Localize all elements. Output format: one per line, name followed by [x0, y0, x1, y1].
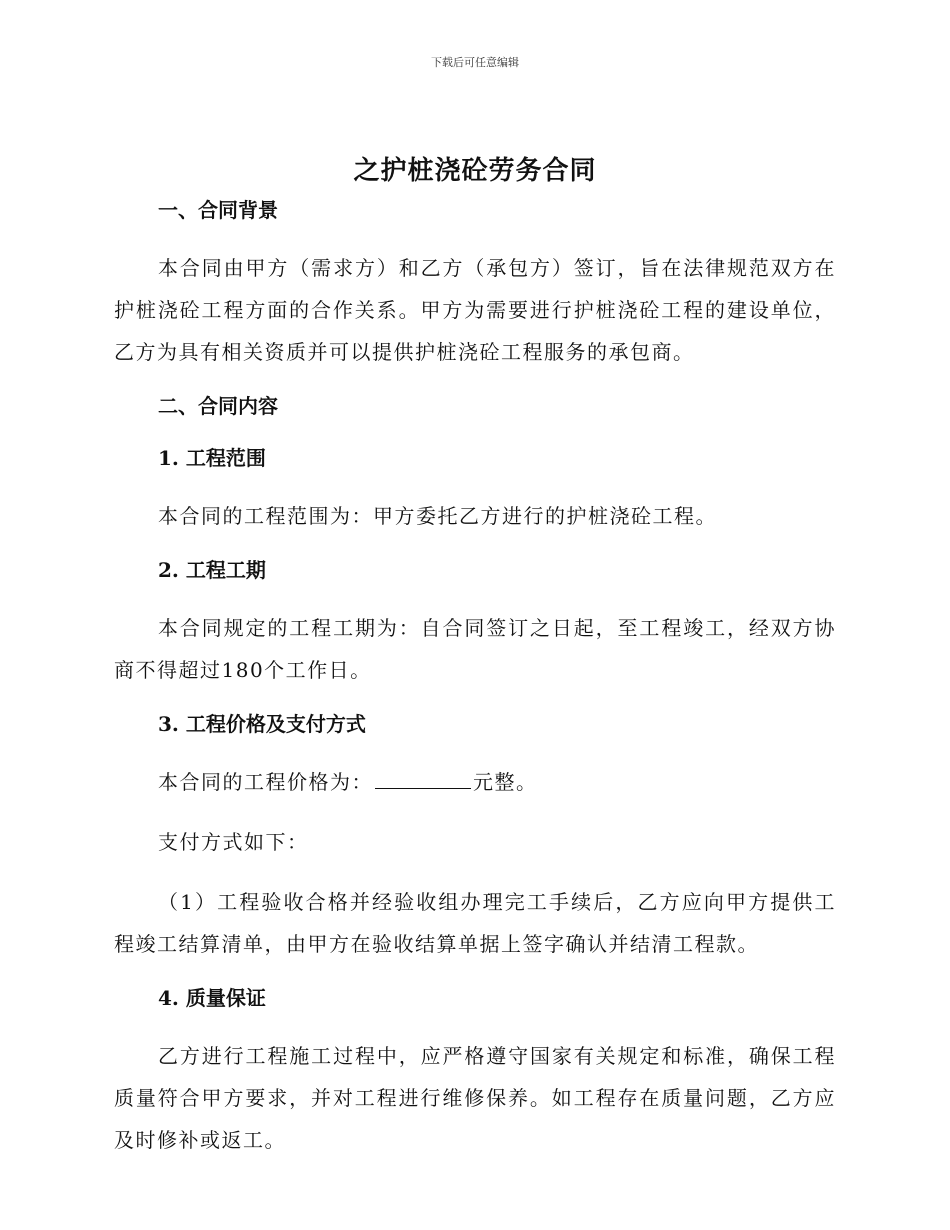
- quality-paragraph: 乙方进行工程施工过程中，应严格遵守国家有关规定和标准，确保工程质量符合甲方要求，并对工程进行维修保养。如工程存在质量问题，乙方应及时修补或返工。: [114, 1044, 836, 1152]
- scope-paragraph: 本合同的工程范围为：甲方委托乙方进行的护桩浇砼工程。: [158, 504, 717, 528]
- subheading-scope: 1. 工程范围: [158, 446, 266, 470]
- payment-intro: 支付方式如下：: [158, 830, 309, 854]
- price-suffix: 元整。: [473, 770, 538, 794]
- price-paragraph: [114, 761, 836, 803]
- section-heading-content: 二、合同内容: [158, 394, 278, 418]
- duration-paragraph: 本合同规定的工程工期为：自合同签订之日起，至工程竣工，经双方协商不得超过180个工作日。: [114, 616, 836, 682]
- price-prefix: 本合同的工程价格为：: [158, 770, 373, 794]
- subheading-price-payment: 3. 工程价格及支付方式: [158, 712, 366, 736]
- price-blank-line: [375, 768, 471, 789]
- payment-item-1: （1）工程验收合格并经验收组办理完工手续后，乙方应向甲方提供工程竣工结算清单，由甲方在验收结算单据上签字确认并结清工程款。: [114, 890, 836, 956]
- subheading-duration: 2. 工程工期: [158, 558, 266, 582]
- background-paragraph: 本合同由甲方（需求方）和乙方（承包方）签订，旨在法律规范双方在护桩浇砼工程方面的合作关系。甲方为需要进行护桩浇砼工程的建设单位，乙方为具有相关资质并可以提供护桩浇砼工程服务的承包商。: [114, 256, 836, 364]
- document-body: [114, 195, 836, 1161]
- section-heading-background: 一、合同背景: [158, 198, 278, 222]
- subheading-quality: 4. 质量保证: [158, 986, 266, 1010]
- document-title: 之护桩浇砼劳务合同: [353, 156, 597, 186]
- header-note: 下载后可任意编辑: [431, 56, 519, 69]
